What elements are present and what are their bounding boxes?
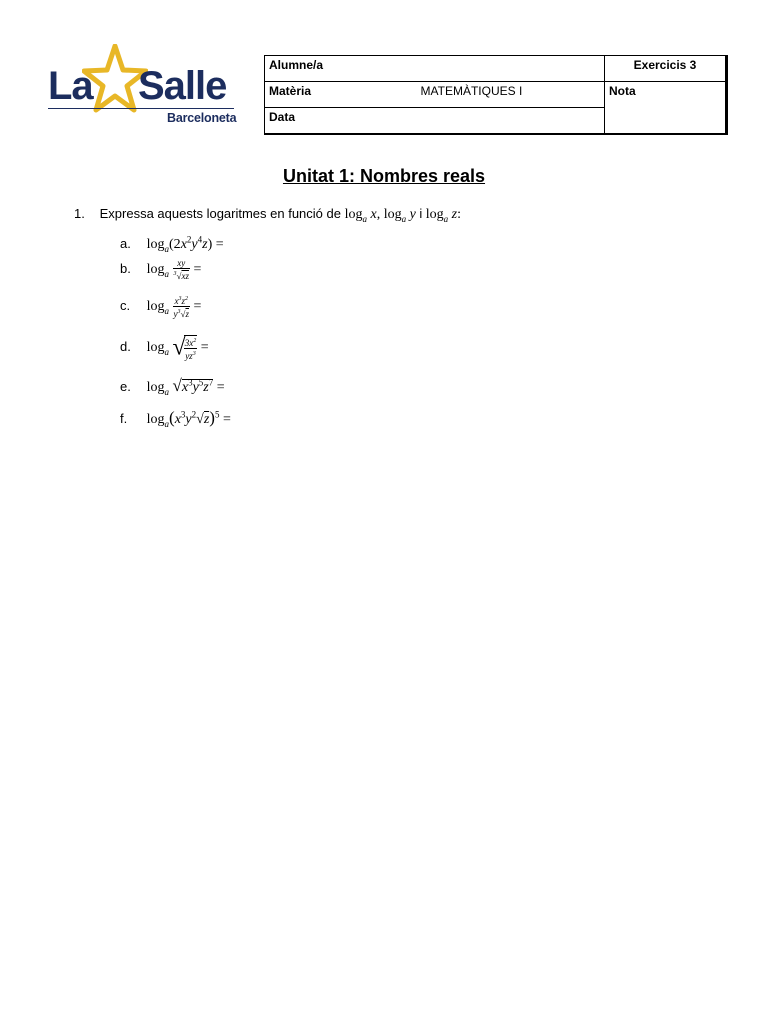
subject-value: MATEMÀTIQUES I bbox=[420, 84, 523, 98]
list-item bbox=[120, 258, 201, 281]
item-letter: e. bbox=[120, 379, 131, 394]
page-title: Unitat 1: Nombres reals bbox=[282, 166, 486, 186]
logo-subtitle: Barceloneta bbox=[167, 111, 237, 125]
expression-a: $\log_a(2x^2y^4z)$ = bbox=[146, 234, 224, 254]
la-salle-logo bbox=[46, 42, 238, 128]
item-letter: a. bbox=[120, 235, 131, 251]
grade-label: Nota bbox=[609, 84, 636, 98]
exercise-math: $\log_a x$, $\log_a y$ i $\log_a z$: bbox=[344, 206, 461, 224]
logo-text-la: La bbox=[48, 64, 93, 108]
expression-b: $\log_a$ $\frac{xy}{^3√xz}$ = bbox=[146, 258, 202, 281]
item-letter: c. bbox=[120, 297, 131, 313]
list-item bbox=[120, 334, 209, 361]
list-item bbox=[120, 376, 225, 397]
expression-c: $\log_a$ $\frac{x^3z^2}{y^3√z}$ = bbox=[146, 296, 202, 319]
student-label: Alumne/a bbox=[269, 58, 324, 72]
exercise-number: 1. bbox=[74, 206, 85, 221]
logo-text-salle: Salle bbox=[138, 64, 227, 108]
subject-label: Matèria bbox=[269, 84, 312, 98]
exercise-text: Expressa aquests logaritmes en funció de bbox=[99, 206, 341, 221]
expression-d: $\log_a$ √ $\frac{3x^2}{yz^3}$ = bbox=[146, 334, 209, 361]
expression-f: $\log_a(x^3y^2√z)^5$ = bbox=[146, 408, 231, 429]
item-letter: b. bbox=[120, 260, 131, 276]
expression-e: $\log_a √x^3y^5z^7$ = bbox=[146, 376, 225, 397]
student-field[interactable] bbox=[265, 56, 605, 82]
student-info-table bbox=[264, 55, 728, 135]
logo-divider bbox=[48, 108, 234, 109]
exercise-set-label: Exercicis 3 bbox=[633, 58, 697, 72]
list-item bbox=[120, 294, 201, 319]
grade-field[interactable] bbox=[605, 82, 727, 135]
list-item bbox=[120, 234, 224, 253]
exercise-statement bbox=[74, 206, 461, 224]
date-label: Data bbox=[269, 110, 296, 124]
date-field[interactable] bbox=[265, 108, 605, 135]
subject-cell bbox=[265, 82, 605, 108]
item-letter: d. bbox=[120, 338, 131, 354]
list-item bbox=[120, 408, 231, 429]
exercise-set-cell bbox=[605, 56, 727, 82]
item-letter: f. bbox=[120, 411, 128, 426]
exercise-1 bbox=[74, 206, 461, 429]
